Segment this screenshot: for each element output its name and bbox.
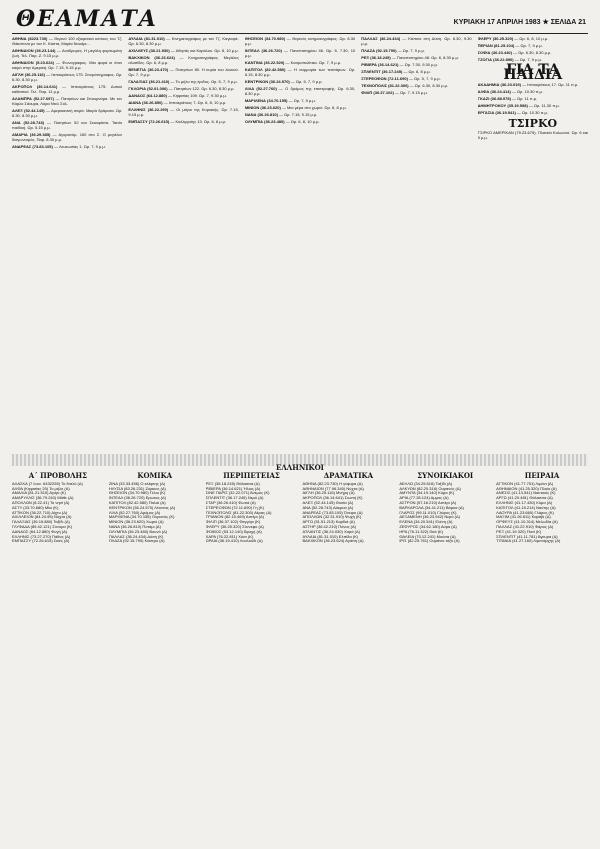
cinema-details: — Ωρ. 10.30 π.μ.: [515, 110, 548, 115]
index-row: ΑΣΤΡΟΝ (57.16.210) Αστέρι (Α): [399, 500, 457, 505]
cinema-name: ΙΝΤΕΑΛ (36.26.720): [244, 48, 282, 53]
index-row: ΑΠΟΛΛΩΝ (8.22.41) Το νησί (Α): [12, 500, 70, 505]
cinema-name: ΚΑΝΤΙΝΑ (36.22.520): [244, 60, 285, 65]
index-row: ΑΜΑΛΙΑ (81.21.510) Αγόρι (Κ): [12, 491, 66, 496]
index-row: ΕΛΕΝΑ (34.20.541) Ελένη (Α): [399, 520, 453, 525]
index-caption: ΔΡΑΜΑΤΙΚΑ: [323, 472, 374, 480]
cinema-name: ΦΛΕΡΥ (36.25.320): [477, 36, 514, 41]
listings-bottom: [12, 472, 588, 842]
cinema-name: ΝΑΝΑ (36.26.810): [244, 112, 278, 117]
listing-entry: [12, 60, 122, 70]
index-row: ΚΑΠΙΤΟΛ (41.15.214) Ναύτης (Δ): [496, 505, 556, 510]
index-row: ΜΙΝΙΟΝ (36.23.620) Χωριό (Δ): [108, 520, 164, 525]
cinema-details: — Λευκωσίας 1. Ωρ. 7, 9 μ.μ.: [52, 144, 106, 149]
cinema-details: — Μια μέρα στο χωριό. Ωρ. 6, 8 μ.μ.: [280, 105, 347, 110]
listing-entry: [245, 119, 355, 124]
cinema-details: — Ωρ. 6.30, 8.30 μ.μ.: [512, 50, 552, 55]
index-row: ΑΡΓΩ (51.51.213) Καρδιά (Δ): [302, 520, 355, 525]
listing-entry: [128, 79, 238, 84]
index-row: ΗΡΑ (76.11.322) Θεά (Κ): [399, 529, 444, 534]
index-row: ΠΛΑΖΑ (92.15.790) Κάστρο (Α): [108, 539, 165, 544]
cinema-details: — Ωρ. 6, 8, 10 μ.μ.: [284, 119, 320, 124]
listing-entry: [478, 103, 588, 108]
top-rule: [12, 33, 588, 34]
kids-entries: [478, 82, 588, 115]
index-row: ΕΛΛΗΝΙΣ (73.27.270) Πάθος (Δ): [12, 534, 71, 539]
cinema-name: ΠΑΛΛΑΣ (36.24.434): [361, 36, 401, 41]
listing-entry: [12, 96, 122, 106]
listing-column: [12, 36, 122, 456]
index-row: ΟΡΦΕΥΣ (41.10.314) Μελωδία (Α): [496, 520, 558, 525]
kids-section-title: ΓΙΑ ΤΑ ΠΑΙΔΙΑ: [503, 62, 563, 83]
cinema-details: — Ο δρόμος της επιστροφής. Ωρ. 6.30, 8.30 μ.μ.: [244, 86, 356, 96]
listing-entry: [361, 62, 471, 67]
cinema-details: — Θερινός κινηματογράφος. Ωρ. 8.30 μ.μ.: [244, 36, 356, 46]
listing-entry: [245, 112, 355, 117]
index-row: ΦΛΕΡΥ (36.25.320) Σύννεφο (Δ): [205, 524, 264, 529]
cinema-details: — Ωρ. 7, 9 μ.μ.: [396, 48, 425, 53]
listing-heading: ΕΛΛΗΝΙΚΟΙ: [276, 463, 324, 472]
cinema-details: — Αναδρομές. Η μεγάλη φορτωμένη ζωή. Τελ. Παρ. Ζ. 9.15 μ.μ.: [12, 48, 123, 58]
cinema-details: — Πατησίων και Σπουρνάρα. Με τον Κάρλο Σάουρα, Λόρα Ντελ Σολ.: [12, 96, 123, 106]
cinema-name: ΑΧΙΛΛΕΥΣ (36.21.930): [128, 48, 170, 53]
cinema-details: — Ιπποκράτους 175. Δυτικό καθιστικό. Τελ. Παρ. 11 μ.μ.: [12, 84, 123, 94]
cinema-name: ΑΝΑ (52.28.743): [12, 120, 44, 125]
index-row: ΣΠΛΕΝΤΙΤ (41.11.781) Άγκυρα (Δ): [496, 534, 558, 539]
index-row: ΔΕΞΑΜΕΝΗ (36.23.942) Νερό (Δ): [399, 515, 460, 520]
listing-entry: [12, 84, 122, 94]
index-row: ΔΑΝΑΟΣ (64.12.880) Φυγή (Α): [12, 529, 68, 534]
cinema-name: ΑΛΑΜΠΡΑ (52.27.697): [12, 96, 54, 101]
cinema-details: — Ωρ. 6.30, 8.30 μ.μ.: [408, 83, 449, 88]
cinema-details: — Ιπποκράτους 175. Σινεμάτογραφος. Ωρ. 6.30, 8.30 μ.μ.: [12, 72, 123, 82]
index-row: ΖΕΦΥΡΟΣ (34.62.180) Αύρα (Δ): [399, 524, 457, 529]
listing-entry: [12, 120, 122, 130]
cinema-details: — Κηφισίας 109. Ωρ. 7, 9.30 μ.μ.: [166, 93, 227, 98]
listing-entry: [478, 43, 588, 48]
cinema-details: — Ωρ. 7, 9 μ.μ.: [514, 43, 543, 48]
cinema-name: ΕΡΓΑΣΙΑ (36.19.541): [477, 110, 516, 115]
index-row: ΑΣΤΗΡ (36.42.210) Πόνος (Α): [302, 524, 356, 529]
listing-column: [245, 36, 355, 456]
listing-entry: [128, 93, 238, 98]
index-row: ΧΑΡΑ (76.22.811) Χιόνι (Κ): [205, 534, 254, 539]
listing-entry: [361, 76, 471, 81]
index-caption: ΚΟΜΙΚΑ: [137, 472, 173, 480]
cinema-name: ΕΛΛΗΝΙΣ (36.22.290): [128, 107, 169, 112]
index-row: ΝΑΝΑ (36.26.810) Ποτάμι (Α): [108, 524, 161, 529]
cinema-details: — Κινηματογράφος. Μεγάλες αλυσίδες. Ωρ. 6, 8 μ.μ.: [128, 55, 239, 65]
index-row: ΜΑΡΙΛΕΝΑ (34.70.155) Ουρανός (Κ): [108, 515, 175, 520]
cinema-name: ΡΕΞ (36.18.245): [361, 55, 391, 60]
cinema-name: ΑΚΑΔΗΜΙΑ (36.23.019): [477, 82, 521, 87]
listing-entry: [128, 86, 238, 91]
cinema-name: ΑΘΗΝΑ (8223.730): [12, 36, 48, 41]
circus-section-title: ΤΣΙΡΚΟ: [508, 117, 558, 130]
cinema-name: ΣΤΕΡΕΟΦΩΝ (72.11.690): [361, 76, 408, 81]
index-row: ΑΛΑΣΚΑ (7 Ιουν. 6432255) Το διπλό (Δ): [12, 481, 83, 486]
cinema-details: — Πατησίων 52 και Σκουφίτσα. Ταινία παιδική. Ωρ. 5.15 μ.μ.: [12, 120, 123, 130]
cinema-name: ΒΑΚΧΙΚΟΝ (36.23.624): [128, 55, 175, 60]
cinema-details: — Ωρ. 7.15, 9.15 μ.μ.: [277, 112, 318, 117]
listing-entry: [12, 72, 122, 82]
cinema-name: ΔΑΝΑΟΣ (64.12.880): [128, 93, 167, 98]
cinema-details: — Ωρ. 11.30 π.μ.: [527, 103, 560, 108]
listing-entry: [361, 48, 471, 53]
index-column: [399, 472, 491, 842]
cinema-details: — Ωρ. 10.30 π.μ.: [510, 89, 543, 94]
index-row: ΑΛΕΞ (52.44.145) Θυσία (Δ): [302, 500, 354, 505]
index-row: ΒΑΚΧΙΚΟΝ (36.23.624) Αγάπη (Δ): [302, 539, 364, 544]
index-row: ΖΙΝΑ (33.33.456) Ο κλέφτης (Δ): [108, 481, 166, 486]
index-row: ΑΘΗΝΑΙΟΝ (41.25.320) Πλοίο (Α): [496, 486, 557, 491]
index-row: ΑΝΕΣΙΣ (41.13.541) Ναυτικός (Κ): [496, 491, 556, 496]
section-title: ΘΕΑΜΑΤΑ: [16, 6, 158, 32]
index-row: ΑΘΗΝΑ (82.23.730) Η γέφυρα (Δ): [302, 481, 363, 486]
index-column: [109, 472, 201, 842]
cinema-details: — Πατησίων 80. Η κυρία του λευκού. Ωρ. 7, 9 μ.μ.: [128, 67, 239, 77]
index-row: ΠΑΛΛΑΣ (41.22.910) Φάρος (Δ): [496, 524, 554, 529]
index-row: ΕΛΛΗΝΙΣ (41.17.430) Κύμα (Α): [496, 500, 553, 505]
listing-entry: [245, 79, 355, 84]
cinema-name: ΠΛΑΖΑ (92.15.790): [361, 48, 397, 53]
listing-column: [128, 36, 238, 456]
index-row: ΘΗΣΕΙΟΝ (34.70.980) Γέλιο (Κ): [108, 491, 166, 496]
listing-entry: [245, 48, 355, 58]
listing-entry: [12, 144, 122, 149]
cinema-name: ΦΙΛΙΠ (36.37.102): [361, 90, 394, 95]
cinema-details: — Κοσμοπολίτικο. Ωρ. 7, 9 μ.μ.: [284, 60, 342, 65]
cinema-name: ΤΖΟΓΙΑ (36.22.890): [477, 57, 514, 62]
index-row: ΘΑΛΕΙΑ (70.12.241) Μούσα (Δ): [399, 534, 456, 539]
cinema-name: ΚΑΠΙΤΟΛ (82.42.580): [244, 67, 286, 72]
masthead: [12, 6, 588, 32]
index-row: ΑΘΗΝΑΙΟΝ (77.96.340) Νύχτα (Α): [302, 486, 364, 491]
index-row: ΟΛΥΜΠΙΑ (36.23.480) Βουνό (Δ): [108, 529, 168, 534]
listing-entry: [245, 98, 355, 103]
cinema-details: — Αμερικανική σειρά. Μικρά δράματα. Ωρ. 6.30, 8.30 μ.μ.: [12, 108, 123, 118]
index-row: ΠΑΛΛΑΣ (36.24.434) Δύση (Κ): [108, 534, 164, 539]
cinema-name: ΠΕΡΙΑΝ (81.25.104): [477, 43, 515, 48]
cinema-details: — Κάποτε στη Δύση. Ωρ. 6.30, 9.30 μ.μ.: [361, 36, 472, 46]
index-row: ΑΜΥΝΤΑ (34.19.140) Κύμα (Κ): [399, 491, 455, 496]
cinema-details: — Ωρ. 6, 8 μ.μ.: [402, 69, 431, 74]
index-column: [206, 472, 298, 842]
listing-entry: [128, 100, 238, 105]
cinema-details: — Ωρ. 7.30, 9.30 μ.μ.: [398, 62, 438, 67]
cinema-name: ΑΥΛΑΙΑ (81.31.010): [128, 36, 165, 41]
cinema-details: — Ωρ. 11 π.μ.: [510, 96, 538, 101]
listing-entry: [478, 96, 588, 101]
index-row: ΡΕΞ (36.18.245) Θάλασσα (Δ): [205, 481, 260, 486]
index-row: ΛΙΛΑ (52.27.760) Δρόμος (Α): [108, 510, 161, 515]
cinema-name: ΟΛΥΜΠΙΑ (36.23.480): [244, 119, 285, 124]
index-row: ΑΜΑΡΥΛΛΙΣ (36.79.240) Μάθε (Δ): [12, 496, 74, 501]
cinema-name: ΑΚΡΟΠΟΛ (36.14.641): [12, 84, 58, 89]
index-row: ΑΧΙΛΛΕΙΟΝ (84.24.95) Νύχτα (Α): [12, 515, 72, 520]
cinema-name: ΓΑΛΑΞΙΑΣ (36.21.410): [128, 79, 170, 84]
listing-entry: [245, 105, 355, 110]
listing-entry: [361, 90, 471, 95]
listing-entry: [128, 48, 238, 53]
cinema-name: ΑΘΗΝΑΙΟΝ (5.23.624): [12, 60, 54, 65]
listing-entry: [12, 48, 122, 58]
cinema-name: ΑΜΑΡΙΑ (36.29.385): [12, 132, 51, 137]
cinema-details: — Ωρ. 6, 8, 10 μ.μ.: [513, 36, 549, 41]
index-row: ΗΛΥΣΙΑ (83.26.231) Ζόρικος (Α): [108, 486, 166, 491]
listing-entry: [128, 119, 238, 124]
index-row: ΓΛΥΦΑΔΑ (89.42.121) Σύνορα (Κ): [12, 524, 73, 529]
index-row: ΣΤΑΡ (36.26.410) Φωτιά (Α): [205, 500, 256, 505]
index-row: ΚΑΠΙΤΟΛ (82.42.580) Παλιά (Α): [108, 500, 166, 505]
cinema-details: — Πανεπιστημίου 48. Ωρ. 6, 8.30 μ.μ.: [390, 55, 459, 60]
index-caption: ΣΥΝΟΙΚΙΑΚΟΙ: [417, 472, 474, 480]
index-row: ΣΤΕΡΕΟΦΩΝ (72.11.690) Γη (Κ): [205, 505, 265, 510]
cinema-details: — Ωρ. 7, 9 μ.μ.: [513, 57, 542, 62]
index-row: ΑΥΛΑΙΑ (81.31.010) Ελπίδα (Κ): [302, 534, 359, 539]
index-row: ΑΛΦΑ (Κηφισίας 20) Το μήλο (Α): [12, 486, 70, 491]
listing-column: [361, 36, 471, 456]
index-row: ΑΛΚΥΩΝ (82.20.316) Ουρανός (Δ): [399, 486, 461, 491]
cinema-name: ΚΕΝΤΡΙΚΟΝ (36.24.570): [244, 79, 290, 84]
listing-entry: [128, 36, 238, 46]
listing-entry: [245, 60, 355, 65]
listing-column-right: [478, 36, 588, 456]
listing-entry: [12, 108, 122, 118]
index-row: ΜΑΞΙΜ (41.26.811) Καράβι (Δ): [496, 515, 551, 520]
cinema-details: — Το μήλο της έριδος. Ωρ. 5, 7, 9 μ.μ.: [169, 79, 238, 84]
listings-top: [12, 36, 588, 456]
listing-entry: [12, 132, 122, 142]
index-row: ΑΣΤΥ (33.70.680) Μίκι (Κ): [12, 505, 59, 510]
index-row: ΑΡΙΑ (77.28.124) Αμμος (Δ): [399, 496, 449, 501]
index-row: ΒΑΡΚΑΡΟΛΑ (34.41.211) Βάρκα (Δ): [399, 505, 464, 510]
listing-entry: [478, 50, 588, 55]
cinema-details: — Ωρ. 7, 9.15 μ.μ.: [393, 90, 428, 95]
cinema-details: — Κινηματογράφος με τον Τζ. Καγκαρέ. Ωρ. 6.30, 8.30 μ.μ.: [128, 36, 239, 46]
cinema-details: — Αθηνάς και Καρόλου. Ωρ. 8, 10 μ.μ.: [169, 48, 239, 53]
index-row: ΤΙΤΑΝΙΑ (41.27.160) Λιμενάρχης (Α): [496, 539, 561, 544]
index-row: ΡΕΞ (41.19.320) Πανί (Κ): [496, 529, 542, 534]
index-row: ΑΡΓΩ (41.20.481) Θάλασσα (Δ): [496, 496, 553, 501]
listing-entry: [361, 36, 471, 46]
index-row: ΓΛΑΡΟΣ (99.11.010) Γλάρος (Κ): [399, 510, 457, 515]
cinema-name: ΑΝΔΡΕΑΣ (73.83.105): [12, 144, 53, 149]
cinema-name: ΔΙΑΝΑ (36.26.850): [128, 100, 163, 105]
cinema-name: ΜΙΝΙΟΝ (36.23.620): [244, 105, 281, 110]
index-column: [496, 472, 588, 842]
index-caption: Α΄ ΠΡΟΒΟΛΗΣ: [28, 472, 88, 480]
cinema-details: — Αγορανόμ. 160 στο Σ. Ο μεγάλος διαγωνισμός. Παρ. 8.30 μ.μ.: [12, 132, 123, 142]
index-caption: ΠΕΡΙΠΕΤΕΙΑΣ: [223, 472, 280, 480]
index-row: ΣΙΝΕ ΠΑΡΙΣ (32.22.071) Άνεμος (Κ): [205, 491, 270, 496]
cinema-details: — Η συμμορία των τεσσάρων. Ωρ. 6.15, 8.30 μ.μ.: [244, 67, 356, 77]
index-row: ΦΟΙΒΟΣ (53.12.140) Βροχή (Α): [205, 529, 262, 534]
index-row: ΙΡΙΣ (82.25.761) Ουράνιο τόξο (Α): [399, 539, 460, 544]
listing-entry: [478, 82, 588, 87]
index-row: ΣΠΛΕΝΤΙΤ (36.17.245) Νερό (Δ): [205, 496, 264, 501]
listing-entry: [12, 36, 122, 46]
index-row: ΑΤΤΙΚΟΝ (41.77.751) Λιμάνι (Δ): [496, 481, 554, 486]
cinema-details: — Ωρ. 5, 7, 9 μ.μ.: [407, 76, 441, 81]
cinema-details: — Ωρ. 5, 7, 9 μ.μ.: [289, 79, 323, 84]
index-row: ΛΑΟΥΡΑ (41.23.660) Γλάρος (Κ): [496, 510, 554, 515]
cinema-details: — Πανεπιστημίου 46. Ωρ. 5, 7.30, 10 μ.μ.: [244, 48, 356, 58]
listing-entry: [128, 107, 238, 117]
cinema-details: — Φωνογραφος. Μια φορά κι έναν καιρό στην Αμερική. Ωρ. 7.15, 9.15 μ.μ.: [12, 60, 123, 70]
listing-entry: [361, 83, 471, 88]
index-row: ΑΕΛΛΩ (34.25.616) Ταξίδι (Α): [399, 481, 453, 486]
listing-entry: [478, 110, 588, 115]
cinema-name: ΒΕΝΕΤΙΑ (36.23.470): [128, 67, 169, 72]
listing-entry: [245, 67, 355, 77]
index-row: ΑΠΟΛΛΩΝ (32.31.910) Ψυχή (Κ): [302, 515, 362, 520]
index-column: [12, 472, 104, 842]
index-row: ΑΝΔΡΕΑΣ (73.83.105) Όνειρο (Δ): [302, 510, 363, 515]
cinema-name: ΘΗΣΕΙΟΝ (34.70.980): [244, 36, 286, 41]
index-row: ΓΑΛΑΞΙΑΣ (36.15.880) Ταξίδι (Δ): [12, 520, 70, 525]
listing-entry: [478, 36, 588, 41]
cinema-details: — Οι μάγοι της Κυριακής. Ωρ. 7.15, 9.15 μ.μ.: [128, 107, 239, 117]
listing-entry: [361, 55, 471, 60]
index-row: ΑΚΡΟΠΟΛ (36.14.641) Σιωπή (Κ): [302, 496, 363, 501]
cinema-details: — Θερινό 100 εξαιρετικά κόπους του Τζ. Θάκστονα με τον Κ. Κάστα, Μαρία Νουάρι...: [12, 36, 123, 46]
index-row: ΑΙΓΛΗ (36.25.116) Μνήμη (Δ): [302, 491, 355, 496]
index-column: [302, 472, 394, 842]
cinema-name: ΑΙΓΛΗ (36.25.116): [12, 72, 45, 77]
index-row: ΑΤΤΙΚΟΝ (36.22.710) Δίχτυ (Δ): [12, 510, 68, 515]
cinema-name: ΜΑΡΙΛΕΝΑ (34.70.155): [244, 98, 288, 103]
index-row: ΑΤΛΑΝΤΙΣ (36.24.030) Χαρά (Δ): [302, 529, 360, 534]
index-row: ΙΝΤΕΑΛ (36.26.720) Ερωτας (Δ): [108, 496, 166, 501]
index-row: ΩΡΑΙΑ (36.15.410) Λουλούδι (Δ): [205, 539, 263, 544]
cinema-name: ΓΚΛΟΡΙΑ (52.01.006): [128, 86, 168, 91]
cinema-name: ΣΟΦΙΑ (36.23.440): [477, 50, 512, 55]
index-row: ΚΕΝΤΡΙΚΟΝ (36.24.570) Λέοντας (Δ): [108, 505, 176, 510]
cinema-name: ΛΙΛΑ (52.27.760): [244, 86, 277, 91]
listing-entry: [128, 67, 238, 77]
listing-entry: [128, 55, 238, 65]
cinema-name: ΤΕΧΝΟΠΟΛΙΣ (81.22.300): [361, 83, 409, 88]
cinema-name: ΑΘΗΝΑΙΟΝ (36.23.144): [12, 48, 56, 53]
cinema-name: ΑΛΕΞ (52.44.145): [12, 108, 45, 113]
cinema-details: — Ωρ. 7, 9 μ.μ.: [287, 98, 316, 103]
circus-text: ΤΣΙΡΚΟ ΑΜΕΡΙΚΑΝ (79.23.675). Πλατεία Κολωνού. Ωρ. 6 και 9 μ.μ.: [477, 130, 589, 140]
cinema-name: ΔΗΜΗΤΡΟΚΟΥ (35.19.598): [477, 103, 528, 108]
cinema-name: ΕΜΠΑΣΣΥ (72.26.615): [128, 119, 170, 124]
index-row: ΦΙΛΙΠ (36.37.102) Φεγγάρι (Κ): [205, 520, 261, 525]
index-row: ΤΕΧΝΟΠΟΛΙΣ (81.22.300) Αέρας (Δ): [205, 510, 272, 515]
date-line: ΚΥΡΙΑΚΗ 17 ΑΠΡΙΛΗ 1983 ★ ΣΕΛΙΔΑ 21: [453, 19, 586, 26]
index-caption: ΠΕΙΡΑΙΑ: [524, 472, 560, 480]
listing-entry: [478, 89, 588, 94]
cinema-details: — Ιπποκράτους 17. Ωρ. 11 π.μ.: [520, 82, 579, 87]
cinema-name: ΣΠΛΕΝΤΙΤ (36.17.245): [361, 69, 403, 74]
index-row: ΑΝΑ (52.28.743) Δάκρυα (Α): [302, 505, 354, 510]
cinema-name: ΑΛΦΑ (36.24.414): [477, 89, 511, 94]
cinema-details: — Ιπποκράτους 7. Ωρ. 6, 8, 10 μ.μ.: [162, 100, 227, 105]
cinema-details: — Πατησίων 122. Ωρ. 6.30, 8.30 μ.μ.: [167, 86, 235, 91]
listing-entry: [245, 36, 355, 46]
listing-entry: [361, 69, 471, 74]
cinema-details: — Καλλιρρόης 13. Ωρ. 6, 8 μ.μ.: [169, 119, 227, 124]
listing-entry: [245, 86, 355, 96]
index-row: ΡΙΒΙΕΡΑ (36.14.621) Ήλιος (Α): [205, 486, 261, 491]
index-row: ΕΜΠΑΣΣΥ (72.26.615) Σκιές (Α): [12, 539, 70, 544]
cinema-name: ΓΚΑΖΙ (36.88.978): [477, 96, 511, 101]
index-row: ΤΡΙΑΝΟΝ (82.15.469) Αστέρι (Α): [205, 515, 265, 520]
cinema-name: ΡΙΒΙΕΡΑ (36.14.621): [361, 62, 399, 67]
